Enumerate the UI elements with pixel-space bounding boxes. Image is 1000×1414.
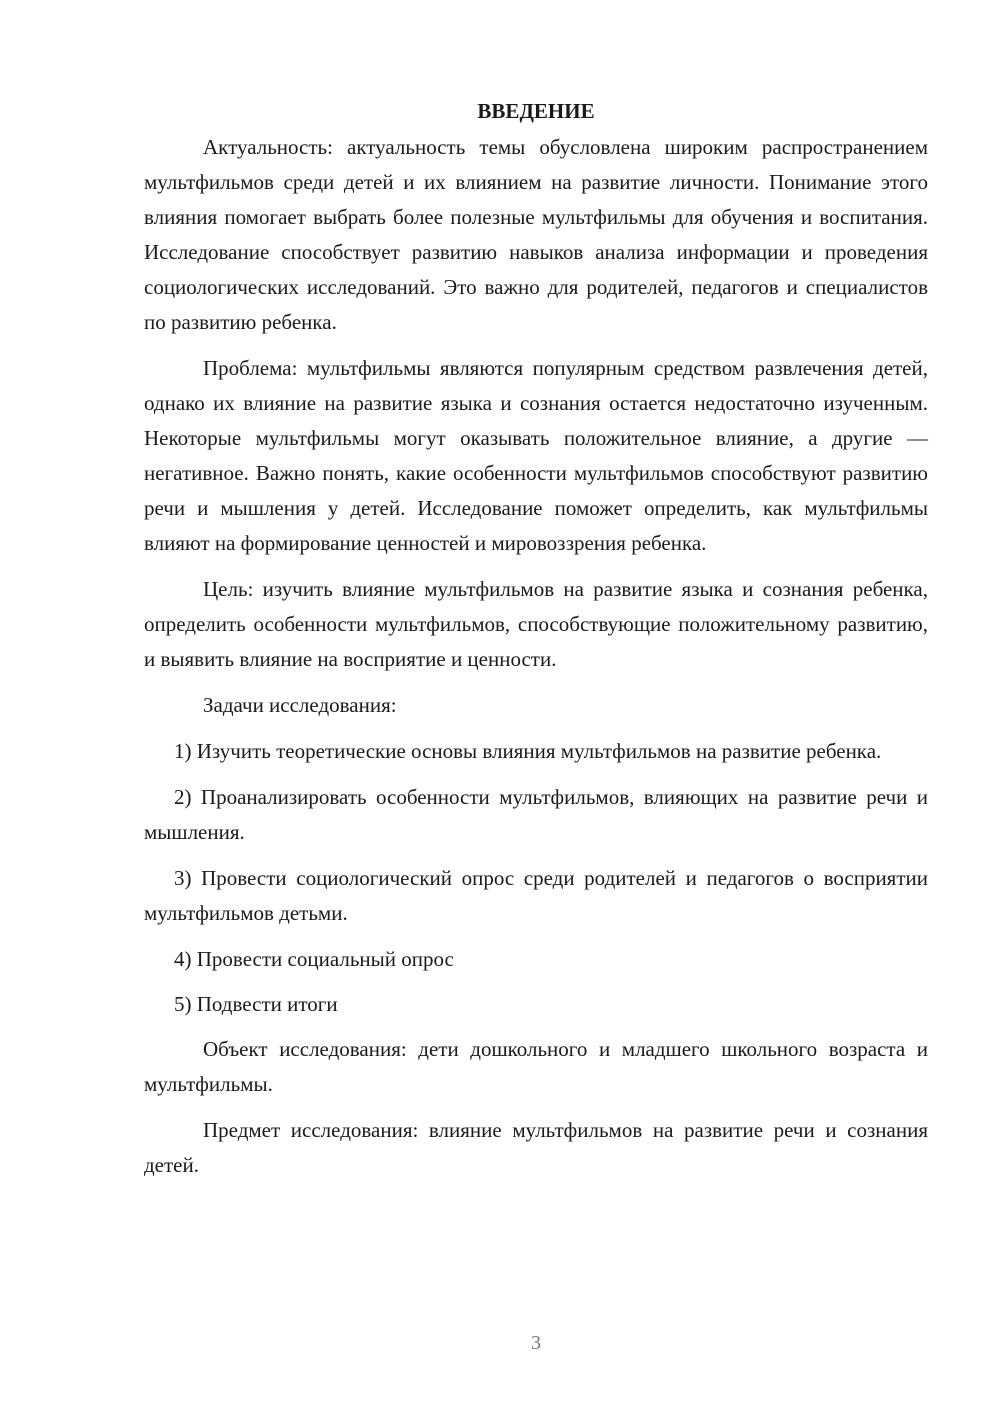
paragraph-relevance: Актуальность: актуальность темы обусловлена широким распространением мультфильмов среди детей и их влиянием на развитие личности. Понимание этого влияния помогает выбрать более полезные мультфильмы для обучения и воспитания. Исследование способствует развитию навыков анализа информации и проведения социологических исследований. Это важно для родителей, педагогов и специалистов по развитию ребенка. [144,135,928,334]
task-item-3: 3) Провести социологический опрос среди родителей и педагогов о восприятии мультфильмов детьми. [144,866,928,925]
section-title: ВВЕДЕНИЕ [477,99,595,123]
page-content [144,96,928,1194]
task-item-1: 1) Изучить теоретические основы влияния мультфильмов на развитие ребенка. [174,739,882,763]
paragraph-subject: Предмет исследования: влияние мультфильмов на развитие речи и сознания детей. [144,1118,928,1177]
task-item-4: 4) Провести социальный опрос [174,947,454,971]
page-number: 3 [531,1332,541,1354]
task-item-2: 2) Проанализировать особенности мультфильмов, влияющих на развитие речи и мышления. [144,785,928,844]
paragraph-object: Объект исследования: дети дошкольного и младшего школьного возраста и мультфильмы. [144,1037,928,1096]
task-item-5: 5) Подвести итоги [174,992,338,1016]
paragraph-tasks-heading: Задачи исследования: [203,693,397,717]
paragraph-problem: Проблема: мультфильмы являются популярным средством развлечения детей, однако их влияние на развитие языка и сознания остается недостаточно изученным. Некоторые мультфильмы могут оказывать положительное влияние, а другие — негативное. Важно понять, какие особенности мультфильмов способствуют развитию речи и мышления у детей. Исследование поможет определить, как мультфильмы влияют на формирование ценностей и мировоззрения ребенка. [144,356,928,555]
paragraph-goal: Цель: изучить влияние мультфильмов на развитие языка и сознания ребенка, определить особенности мультфильмов, способствующие положительному развитию, и выявить влияние на восприятие и ценности. [144,577,928,671]
